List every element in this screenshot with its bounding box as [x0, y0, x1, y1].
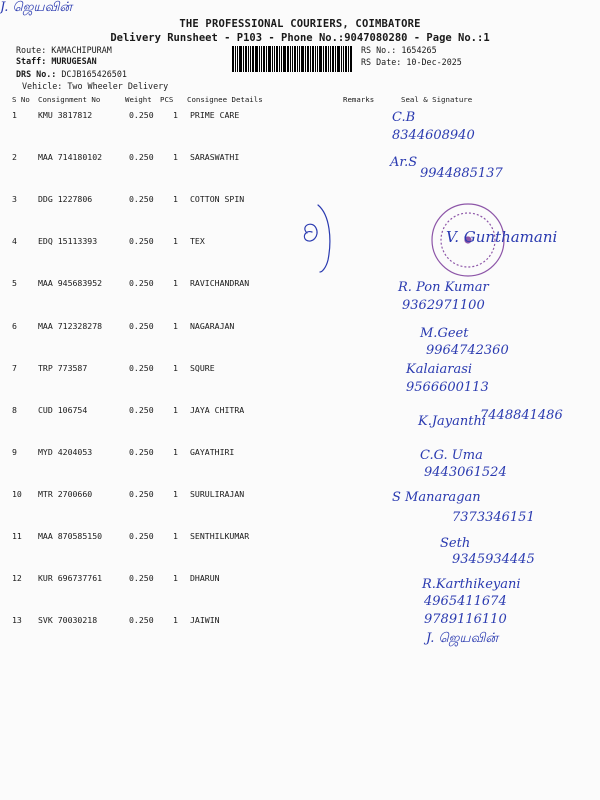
row-weight: 0.250 — [129, 152, 154, 163]
handwritten-phone: 9964742360 — [426, 343, 509, 358]
row-weight: 0.250 — [129, 446, 154, 457]
row-weight: 0.250 — [129, 404, 154, 415]
handwritten-phone: 9789116110 — [424, 612, 507, 627]
row-sno: 6 — [12, 320, 17, 331]
row-consignee: COTTON SPIN — [190, 194, 245, 205]
row-weight: 0.250 — [129, 531, 154, 541]
signature: J. ஜெயவின் — [426, 631, 498, 646]
row-pcs: 1 — [173, 236, 178, 247]
vehicle-text: Vehicle: Two Wheeler Delivery — [22, 81, 169, 91]
row-pcs: 1 — [173, 110, 178, 120]
row-sno: 13 — [12, 615, 22, 626]
row-consignee: TEX — [190, 236, 205, 247]
row-weight: 0.250 — [129, 194, 154, 205]
row-sno: 4 — [12, 236, 17, 247]
row-pcs: 1 — [173, 194, 178, 205]
signature: S Manaragan — [392, 490, 481, 505]
signature: R.Karthikeyani — [422, 577, 521, 592]
row-sno: 3 — [12, 194, 17, 205]
row-sno: 5 — [12, 278, 17, 289]
row-pcs: 1 — [173, 152, 178, 163]
row-consignment-no: MYD 4204053 — [38, 446, 93, 457]
row-consignment-no: MAA 714180102 — [38, 152, 103, 163]
drs-number: DCJB165426501 — [61, 69, 127, 79]
row-weight: 0.250 — [129, 488, 154, 499]
staff-name: MURUGESAN — [51, 56, 97, 66]
row-consignee: SENTHILKUMAR — [190, 531, 250, 541]
row-consignee: SARASWATHI — [190, 152, 240, 163]
row-pcs: 1 — [173, 404, 178, 415]
row-consignment-no: KUR 696737761 — [38, 573, 103, 584]
handwritten-phone: 7448841486 — [480, 408, 563, 423]
runsheet-subtitle: Delivery Runsheet - P103 - Phone No.:9047080280 - Page No.:1 — [110, 32, 490, 44]
handwritten-phone: 8344608940 — [392, 128, 475, 143]
rs-number: RS No.: 1654265 — [361, 45, 437, 55]
signature: Kalaiarasi — [406, 362, 473, 377]
signature: K.Jayanthi — [418, 414, 487, 429]
handwritten-phone: 9345934445 — [452, 552, 535, 567]
row-sno: 7 — [12, 362, 17, 373]
row-pcs: 1 — [173, 488, 178, 499]
col-consignment: Consignment No — [38, 95, 101, 104]
handwritten-phone: 4965411674 — [424, 594, 507, 609]
row-pcs: 1 — [173, 362, 178, 373]
row-pcs: 1 — [173, 278, 178, 289]
row-consignee: SQURE — [190, 362, 215, 373]
row-weight: 0.250 — [129, 236, 154, 247]
row-weight: 0.250 — [129, 278, 154, 289]
drs-label: DRS No.: — [16, 69, 57, 79]
col-sno: S No — [12, 95, 30, 104]
row-weight: 0.250 — [129, 320, 154, 331]
row-consignment-no: SVK 70030218 — [38, 615, 98, 626]
row-consignee: GAYATHIRI — [190, 446, 235, 457]
row-sno: 10 — [12, 488, 22, 499]
col-remarks: Remarks — [343, 95, 375, 104]
row-consignment-no: MAA 945683952 — [38, 278, 103, 289]
handwritten-phone: 9566600113 — [406, 380, 489, 395]
row-weight: 0.250 — [129, 573, 154, 584]
row-sno: 12 — [12, 573, 22, 584]
col-pcs: PCS — [160, 95, 174, 104]
row-weight: 0.250 — [129, 110, 154, 120]
signature: V. Gunthamani — [446, 228, 558, 246]
row-consignment-no: KMU 3817812 — [38, 110, 93, 120]
handwritten-phone: 9443061524 — [424, 465, 507, 480]
page-title: THE PROFESSIONAL COURIERS, COIMBATORE — [179, 18, 421, 30]
row-sno: 2 — [12, 152, 17, 163]
row-sno: 9 — [12, 446, 17, 457]
signature: Ar.S — [390, 155, 418, 170]
col-signature: Seal & Signature — [401, 95, 473, 104]
handwritten-phone: 9944885137 — [420, 166, 503, 181]
row-consignment-no: DDG 1227806 — [38, 194, 93, 205]
row-consignee: SURULIRAJAN — [190, 488, 245, 499]
rs-date: RS Date: 10-Dec-2025 — [361, 57, 462, 67]
row-pcs: 1 — [173, 573, 178, 584]
route-text: Route: KAMACHIPURAM — [16, 45, 112, 55]
row-weight: 0.250 — [129, 362, 154, 373]
signature: J. ஜெயவின் — [0, 0, 72, 15]
signature: R. Pon Kumar — [398, 280, 489, 295]
row-sno: 1 — [12, 110, 17, 120]
row-sno: 11 — [12, 531, 22, 541]
staff-label: Staff: — [16, 56, 47, 66]
row-sno: 8 — [12, 404, 17, 415]
signature: M.Geet — [420, 326, 469, 341]
col-consignee: Consignee Details — [187, 95, 263, 104]
row-consignment-no: MAA 870585150 — [38, 531, 103, 541]
row-consignment-no: TRP 773587 — [38, 362, 88, 373]
row-consignment-no: MAA 712328278 — [38, 320, 103, 331]
signature: Seth — [440, 536, 471, 551]
handwritten-phone: 9362971100 — [402, 298, 485, 313]
row-consignee: JAYA CHITRA — [190, 404, 245, 415]
row-consignment-no: MTR 2700660 — [38, 488, 93, 499]
row-pcs: 1 — [173, 446, 178, 457]
remark-mark — [318, 205, 330, 272]
row-weight: 0.250 — [129, 615, 154, 626]
row-pcs: 1 — [173, 531, 178, 541]
row-pcs: 1 — [173, 615, 178, 626]
col-weight: Weight — [125, 95, 152, 104]
signature: C.B — [392, 110, 416, 125]
row-consignee: PRIME CARE — [190, 110, 240, 120]
row-consignee: JAIWIN — [190, 615, 220, 626]
row-consignment-no: EDQ 15113393 — [38, 236, 98, 247]
remark-glyph — [304, 224, 317, 241]
signature: C.G. Uma — [420, 448, 483, 463]
handwritten-phone: 7373346151 — [452, 510, 535, 525]
row-consignee: NAGARAJAN — [190, 320, 235, 331]
row-pcs: 1 — [173, 320, 178, 331]
row-consignee: RAVICHANDRAN — [190, 278, 250, 289]
row-consignee: DHARUN — [190, 573, 220, 584]
row-consignment-no: CUD 106754 — [38, 404, 88, 415]
